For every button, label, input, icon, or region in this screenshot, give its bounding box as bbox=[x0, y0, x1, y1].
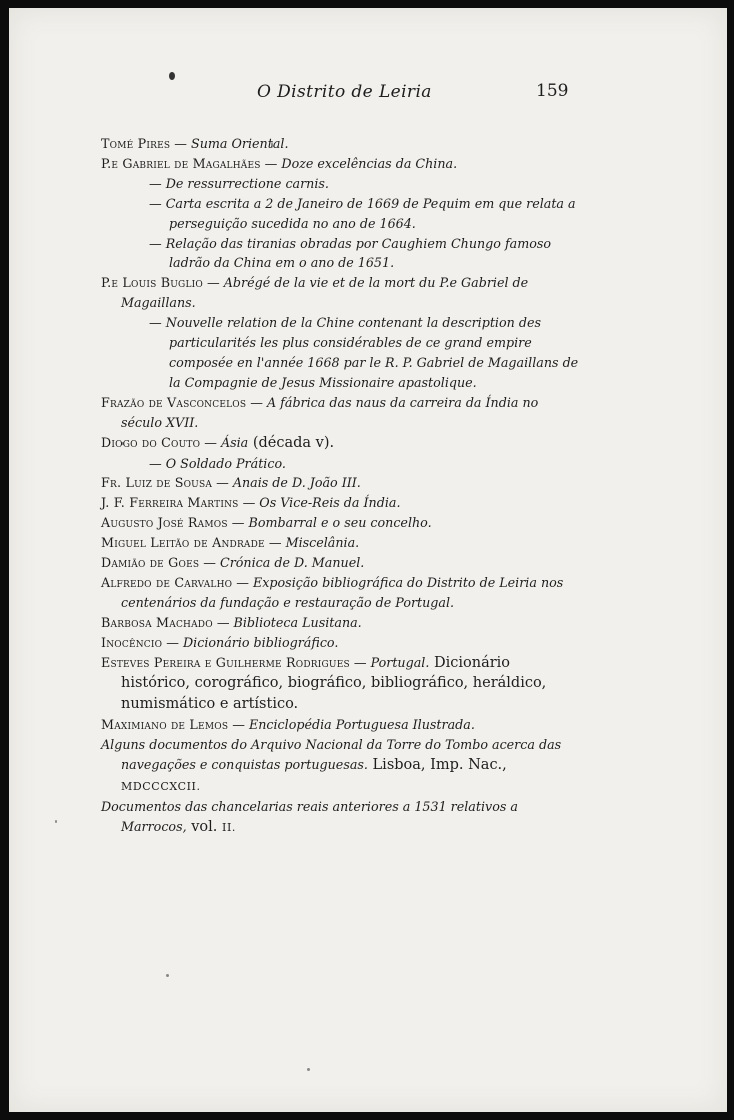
entry-title: — Nouvelle relation de la Chine contenant la description des particularités les plus considérables de ce grand empire composée en l'année 1668 par le R. P. Gabriel de Magaillans de la Compagnie de Jesus Missionaire apastolique. bbox=[149, 315, 579, 390]
entry-author: Barbosa Machado bbox=[101, 614, 213, 630]
entry-separator: — bbox=[349, 654, 371, 670]
entry-author: Inocêncio bbox=[101, 634, 163, 650]
bibliography-entry bbox=[101, 454, 579, 474]
book-page bbox=[9, 8, 727, 1112]
entry-year: MDCCCXCII. bbox=[121, 780, 201, 793]
paper-speck bbox=[55, 820, 57, 823]
entry-title: Abrégé de la vie et de la mort du P.e Gabriel de Magaillans. bbox=[121, 275, 529, 311]
entry-title: Alguns documentos do Arquivo Nacional da Torre do Tombo acerca das navegações e conquistas portuguesas. bbox=[101, 737, 562, 773]
entry-author: Diogo do Couto bbox=[101, 434, 201, 450]
bibliography-list bbox=[101, 134, 579, 838]
entry-author: P.e Louis Buglio bbox=[101, 275, 203, 291]
bibliography-entry bbox=[101, 393, 579, 433]
entry-separator: — bbox=[212, 475, 233, 491]
page-number: 159 bbox=[536, 81, 569, 101]
entry-separator: — bbox=[212, 614, 234, 630]
bibliography-entry bbox=[101, 174, 579, 194]
entry-separator: — bbox=[202, 275, 224, 291]
bibliography-entry bbox=[101, 273, 579, 313]
entry-separator: — bbox=[232, 574, 253, 590]
entry-title: Os Vice-Reis da Índia. bbox=[259, 495, 401, 511]
entry-separator: — bbox=[260, 155, 282, 171]
bibliography-entry bbox=[101, 433, 579, 454]
entry-title: Exposição bibliográfica do Distrito de Leiria nos centenários da fundação e restauração de Portugal. bbox=[121, 574, 564, 610]
bibliography-entry bbox=[101, 553, 579, 573]
page-title: O Distrito de Leiria bbox=[257, 82, 432, 102]
bibliography-entry bbox=[101, 234, 579, 274]
entry-author: Miguel Leitão de Andrade bbox=[101, 535, 265, 551]
entry-title: Biblioteca Lusitana. bbox=[233, 614, 362, 630]
entry-title: Documentos das chancelarias reais anteriores a 1531 relativos a Marrocos, bbox=[101, 798, 518, 834]
bibliography-entry bbox=[101, 513, 579, 533]
entry-title: Anais de D. João III. bbox=[232, 475, 361, 491]
entry-title: — O Soldado Prático. bbox=[149, 455, 286, 471]
entry-author: Esteves Pereira e Guilherme Rodrigues bbox=[101, 654, 350, 670]
entry-title: A fábrica das naus da carreira da Índia no século XVII. bbox=[121, 394, 539, 430]
entry-title: Ásia bbox=[220, 434, 249, 450]
entry-title: Doze excelências da China. bbox=[281, 155, 458, 171]
entry-title: — De ressurrectione carnis. bbox=[149, 175, 329, 191]
bibliography-entry bbox=[101, 633, 579, 653]
bibliography-entry bbox=[101, 473, 579, 493]
entry-author: Alfredo de Carvalho bbox=[101, 574, 233, 590]
entry-title: — Relação das tiranias obradas por Caughiem Chungo famoso ladrão da China em o ano de 1651. bbox=[149, 235, 552, 271]
entry-note: Dicionário histórico, corográfico, biográfico, bibliográfico, heráldico, numismático e artístico. bbox=[121, 654, 547, 713]
entry-separator: — bbox=[228, 717, 249, 733]
bibliography-entry bbox=[101, 573, 579, 613]
entry-author: P.e Gabriel de Magalhães bbox=[101, 155, 261, 171]
entry-separator: — bbox=[227, 515, 249, 531]
bibliography-entry bbox=[101, 653, 579, 716]
bibliography-entry bbox=[101, 797, 579, 838]
bibliography-entry bbox=[101, 715, 579, 735]
bibliography-entry bbox=[101, 154, 579, 174]
bibliography-entry bbox=[101, 533, 579, 553]
entry-note: (década v). bbox=[248, 434, 335, 451]
entry-author: J. F. Ferreira Martins bbox=[101, 495, 239, 511]
entry-year: II. bbox=[222, 820, 237, 834]
entry-author: Fr. Luiz de Sousa bbox=[101, 475, 213, 491]
entry-author: Augusto José Ramos bbox=[101, 515, 228, 531]
bibliography-entry bbox=[101, 313, 579, 393]
entry-title: Bombarral e o seu concelho. bbox=[248, 515, 432, 531]
bibliography-entry bbox=[101, 613, 579, 633]
bibliography-entry bbox=[101, 134, 579, 154]
entry-title: Crónica de D. Manuel. bbox=[220, 555, 365, 571]
entry-author: Frazão de Vasconcelos bbox=[101, 394, 247, 410]
running-header bbox=[9, 74, 727, 102]
entry-author: Damião de Goes bbox=[101, 555, 200, 571]
paper-speck bbox=[307, 1068, 310, 1071]
entry-author: Maximiano de Lemos bbox=[101, 717, 229, 733]
entry-title: Miscelânia. bbox=[285, 535, 360, 551]
paper-speck bbox=[166, 974, 169, 977]
bibliography-entry bbox=[101, 194, 579, 234]
entry-publication: Lisboa, Imp. Nac., bbox=[367, 757, 507, 774]
entry-separator: — bbox=[199, 555, 220, 571]
entry-separator: — bbox=[170, 136, 192, 151]
bibliography-entry bbox=[101, 735, 579, 797]
entry-title: Dicionário bibliográfico. bbox=[182, 634, 339, 650]
entry-title: — Carta escrita a 2 de Janeiro de 1669 de Pequim em que relata a perseguição sucedida no ano de 1664. bbox=[149, 195, 576, 231]
entry-title: Suma Oriental. bbox=[191, 136, 289, 151]
entry-separator: — bbox=[264, 535, 286, 551]
entry-separator: — bbox=[162, 634, 183, 650]
entry-publication: vol. bbox=[186, 818, 223, 835]
entry-separator: — bbox=[246, 394, 267, 410]
bibliography-entry bbox=[101, 493, 579, 513]
entry-title: Enciclopédia Portuguesa Ilustrada. bbox=[248, 717, 475, 733]
entry-separator: — bbox=[200, 434, 221, 450]
entry-separator: — bbox=[238, 495, 260, 511]
entry-title: Portugal. bbox=[370, 654, 430, 670]
entry-author: Tomé Pires bbox=[101, 136, 171, 151]
